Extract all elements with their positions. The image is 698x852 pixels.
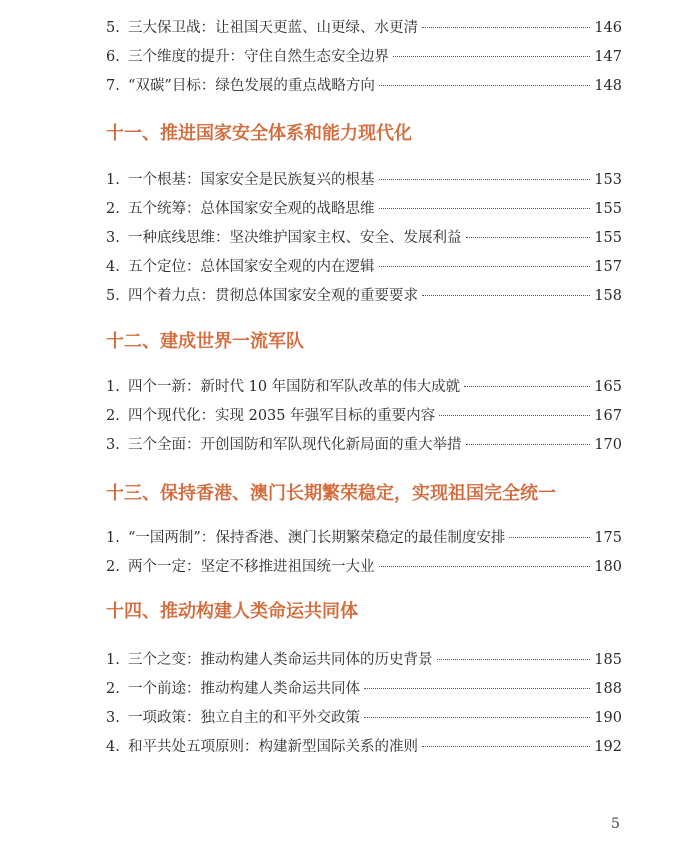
toc-entry[interactable] xyxy=(106,257,622,286)
toc-entry[interactable] xyxy=(106,199,622,228)
entry-number: 5. xyxy=(106,20,120,36)
dot-leader xyxy=(379,179,591,180)
toc-entry[interactable] xyxy=(106,406,622,435)
toc-entry[interactable] xyxy=(106,18,622,47)
dot-leader xyxy=(439,415,590,416)
entry-title: 五个统筹：总体国家安全观的战略思维 xyxy=(128,201,375,217)
section-title[interactable]: 十三、保持香港、澳门长期繁荣稳定，实现祖国完全统一 xyxy=(106,483,556,504)
dot-leader xyxy=(437,659,591,660)
entry-number: 2. xyxy=(106,201,120,217)
toc-entry[interactable] xyxy=(106,76,622,105)
toc-section-12 xyxy=(106,330,622,354)
dot-leader xyxy=(393,56,590,57)
toc-entry[interactable] xyxy=(106,170,622,199)
entry-page: 167 xyxy=(594,408,622,424)
entry-page: 158 xyxy=(594,288,622,304)
toc-entry[interactable] xyxy=(106,435,622,464)
entry-number: 2. xyxy=(106,408,120,424)
toc-section-11 xyxy=(106,122,622,146)
entry-number: 3. xyxy=(106,437,120,453)
entry-title: 一个根基：国家安全是民族复兴的根基 xyxy=(128,172,375,188)
toc-entry[interactable] xyxy=(106,708,622,737)
entry-page: 146 xyxy=(594,20,622,36)
entry-number: 6. xyxy=(106,49,120,65)
entry-title: 三个之变：推动构建人类命运共同体的历史背景 xyxy=(128,652,433,668)
toc-entry[interactable] xyxy=(106,286,622,315)
entry-page: 165 xyxy=(594,379,622,395)
dot-leader xyxy=(379,208,591,209)
entry-page: 185 xyxy=(594,652,622,668)
dot-leader xyxy=(422,295,590,296)
entry-title: 一项政策：独立自主的和平外交政策 xyxy=(128,710,360,726)
entry-title: 四个一新：新时代 10 年国防和军队改革的伟大成就 xyxy=(128,379,461,395)
page-number: 5 xyxy=(611,816,620,832)
toc-section-12-entries xyxy=(106,377,622,464)
entry-title: 四个现代化：实现 2035 年强军目标的重要内容 xyxy=(128,408,436,424)
entry-page: 155 xyxy=(594,230,622,246)
dot-leader xyxy=(466,444,591,445)
entry-page: 157 xyxy=(594,259,622,275)
entry-page: 153 xyxy=(594,172,622,188)
toc-group-continued xyxy=(106,18,622,105)
dot-leader xyxy=(379,266,591,267)
entry-number: 5. xyxy=(106,288,120,304)
toc-section-14-entries xyxy=(106,650,622,766)
toc-section-14 xyxy=(106,600,622,624)
entry-number: 2. xyxy=(106,681,120,697)
toc-section-11-entries xyxy=(106,170,622,315)
entry-page: 147 xyxy=(594,49,622,65)
entry-number: 1. xyxy=(106,379,120,395)
entry-title: “双碳”目标：绿色发展的重点战略方向 xyxy=(128,78,375,94)
entry-title: 四个着力点：贯彻总体国家安全观的重要要求 xyxy=(128,288,418,304)
toc-entry[interactable] xyxy=(106,557,622,586)
toc-entry[interactable] xyxy=(106,650,622,679)
dot-leader xyxy=(364,688,590,689)
toc-entry[interactable] xyxy=(106,47,622,76)
entry-number: 4. xyxy=(106,259,120,275)
dot-leader xyxy=(379,566,591,567)
dot-leader xyxy=(422,746,590,747)
entry-page: 155 xyxy=(594,201,622,217)
entry-title: 一个前途：推动构建人类命运共同体 xyxy=(128,681,360,697)
section-title[interactable]: 十一、推进国家安全体系和能力现代化 xyxy=(106,123,412,144)
toc-entry[interactable] xyxy=(106,737,622,766)
dot-leader xyxy=(466,237,591,238)
dot-leader xyxy=(509,537,590,538)
entry-number: 2. xyxy=(106,559,120,575)
entry-title: 三个维度的提升：守住自然生态安全边界 xyxy=(128,49,389,65)
toc-entry[interactable] xyxy=(106,228,622,257)
toc-section-13 xyxy=(106,482,622,506)
dot-leader xyxy=(379,85,590,86)
entry-title: 五个定位：总体国家安全观的内在逻辑 xyxy=(128,259,375,275)
entry-number: 7. xyxy=(106,78,120,94)
entry-number: 3. xyxy=(106,230,120,246)
entry-title: 和平共处五项原则：构建新型国际关系的准则 xyxy=(128,739,418,755)
dot-leader xyxy=(422,27,590,28)
entry-title: “一国两制”：保持香港、澳门长期繁荣稳定的最佳制度安排 xyxy=(128,530,506,546)
entry-page: 170 xyxy=(594,437,622,453)
toc-entry[interactable] xyxy=(106,528,622,557)
section-title[interactable]: 十四、推动构建人类命运共同体 xyxy=(106,601,358,622)
entry-title: 两个一定：坚定不移推进祖国统一大业 xyxy=(128,559,375,575)
entry-page: 175 xyxy=(594,530,622,546)
toc-entry[interactable] xyxy=(106,679,622,708)
entry-page: 180 xyxy=(594,559,622,575)
dot-leader xyxy=(464,386,590,387)
entry-number: 1. xyxy=(106,172,120,188)
entry-number: 1. xyxy=(106,652,120,668)
entry-title: 三大保卫战：让祖国天更蓝、山更绿、水更清 xyxy=(128,20,418,36)
entry-title: 一种底线思维：坚决维护国家主权、安全、发展利益 xyxy=(128,230,462,246)
dot-leader xyxy=(364,717,590,718)
toc-entry[interactable] xyxy=(106,377,622,406)
entry-number: 4. xyxy=(106,739,120,755)
entry-title: 三个全面：开创国防和军队现代化新局面的重大举措 xyxy=(128,437,462,453)
entry-page: 192 xyxy=(594,739,622,755)
entry-number: 3. xyxy=(106,710,120,726)
entry-page: 188 xyxy=(594,681,622,697)
section-title[interactable]: 十二、建成世界一流军队 xyxy=(106,331,304,352)
entry-page: 148 xyxy=(594,78,622,94)
entry-number: 1. xyxy=(106,530,120,546)
toc-section-13-entries xyxy=(106,528,622,586)
entry-page: 190 xyxy=(594,710,622,726)
